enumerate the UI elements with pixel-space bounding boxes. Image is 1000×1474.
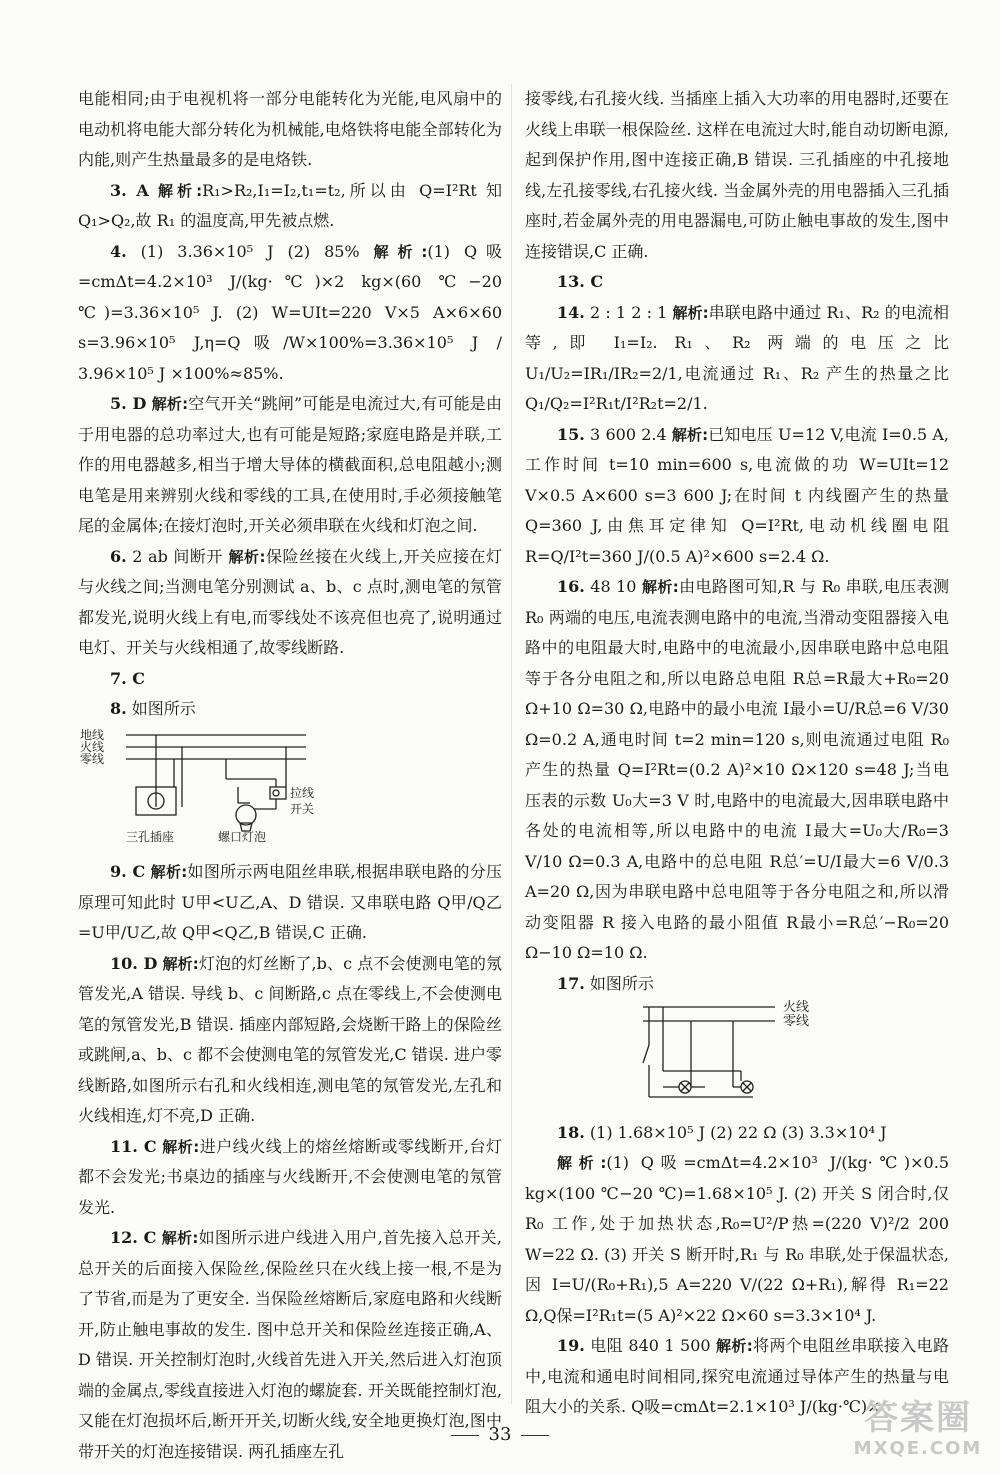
paragraph-text: 3 600 2.4	[584, 424, 672, 444]
label-neutral-line: 零线	[80, 751, 105, 766]
question-number: 19.	[557, 1336, 585, 1355]
paragraph-q18	[525, 1118, 949, 1149]
paragraph-text: (1) Q吸=cmΔt=4.2×10³ J/(kg·℃)×2 kg×(60 ℃−20 ℃)=3.36×10⁵ J. (2) W=UIt=220 V×5 A×6×60 s=3.96×10⁵ J,η=Q吸/W×100%=3.36×10⁵ J / 3.96×10⁵ J ×100%≈85%.	[78, 241, 503, 383]
paragraph-text: R₁>R₂,I₁=I₂,t₁=t₂,所以由 Q=I²Rt 知 Q₁>Q₂,故 R₁ 的温度高,甲先被点燃.	[78, 180, 503, 230]
paragraph-text: 接零线,右孔接火线. 当插座上插入大功率的用电器时,还要在火线上串联一根保险丝. 这样在电流过大时,能自动切断电源,起到保护作用,图中连接正确,B 错误. 三孔插座的中孔接地线,左孔接零线,右孔接火线. 当金属外壳的用电器插入三孔插座时,若金属外壳的用电器漏电,可防止触电事故的发生,图中连接错误,C 正确.	[525, 89, 949, 261]
paragraph-text: 如图所示两电阻丝串联,根据串联电路的分压原理可知此时 U甲<U乙,A、D 错误. 又串联电路 Q甲/Q乙=U甲/U乙,故 Q甲<Q乙,B 错误,C 正确.	[78, 862, 503, 942]
label-live-line-17: 火线	[783, 1000, 810, 1015]
watermark-url: MXQE.COM	[853, 1438, 983, 1459]
paragraph-q9	[78, 857, 502, 949]
analysis-label: 解析:	[151, 395, 189, 413]
paragraph-text: 如图所示	[126, 699, 196, 718]
paragraph-text: 将两个电阻丝串联接入电路中,电流和通电时间相同,探究电流通过导体产生的热量与电阻大小的关系. Q吸=cmΔt=2.1×10³ J/(kg·℃)×	[525, 1336, 949, 1416]
label-switch: 开关	[290, 801, 315, 816]
paragraph-q10	[78, 949, 502, 1132]
analysis-label: 解析:	[161, 1229, 199, 1247]
question-number: 18.	[557, 1122, 585, 1142]
question-number: 15.	[557, 424, 585, 444]
paragraph-text: 48 10	[584, 577, 642, 596]
left-column	[78, 84, 502, 1467]
watermark	[848, 1398, 988, 1468]
analysis-label: 解析:	[557, 1154, 607, 1172]
paragraph-text: 2 : 1 2 : 1	[584, 302, 673, 322]
analysis-label: 解析:	[162, 1137, 200, 1156]
paragraph-text: 电阻 840 1 500	[584, 1336, 717, 1355]
question-number: 14.	[557, 302, 585, 322]
paragraph-text	[149, 181, 158, 200]
question-number: 6.	[110, 546, 127, 566]
paragraph-q6	[78, 542, 502, 664]
question-number: 10. D	[110, 953, 158, 973]
page-number-dash-left	[451, 1435, 479, 1436]
left-paragraphs-after	[78, 857, 502, 1467]
analysis-label: 解析:	[671, 425, 709, 444]
paragraph-text: 2 ab 间断开	[126, 546, 229, 566]
question-number: 3. A	[110, 180, 149, 200]
paragraph-text: (1) 3.36×10⁵ J (2) 85%	[126, 241, 374, 261]
label-neutral-line-17: 零线	[783, 1014, 810, 1029]
paragraph-text: 已知电压 U=12 V,电流 I=0.5 A,工作时间 t=10 min=600 s,电流做的功 W=UIt=12 V×0.5 A×600 s=3 600 J;在时间 t 内线圈产生的热量 Q=360 J,由焦耳定律知 Q=I²Rt,电动机线圈电阻 R=Q/I²t=360 J/(0.5 A)²×600 s=2.4 Ω.	[525, 424, 949, 566]
paragraph-text: (1) 1.68×10⁵ J (2) 22 Ω (3) 3.3×10⁴ J	[584, 1122, 887, 1142]
paragraph-q4	[78, 237, 502, 390]
paragraph-q11	[78, 1132, 502, 1224]
analysis-label: 解析:	[716, 1337, 753, 1355]
analysis-label: 解析:	[228, 547, 266, 566]
paragraph-q17	[525, 969, 949, 1000]
question-number: 5. D	[110, 394, 147, 413]
paragraph-text: 串联电路中通过 R₁、R₂ 的电流相等,即 I₁=I₂. R₁、R₂ 两端的电压之比 U₁/U₂=IR₁/IR₂=2/1,电流通过 R₁、R₂ 产生的热量之比 Q₁/Q₂=I²R₁t/I²R₂t=2/1.	[525, 302, 949, 413]
paragraph-text: 保险丝接在火线上,开关应接在灯与火线之间;当测电笔分别测试 a、b、c 点时,测电笔的氖管都发光,说明火线上有电,而零线处不该亮但也亮了,说明通过电灯、开关与火线相通了,故零线断路.	[78, 546, 503, 657]
question-number: 16.	[557, 577, 585, 596]
question-number: 13. C	[557, 272, 604, 291]
right-paragraphs-after	[525, 1118, 949, 1423]
paragraph-p0	[78, 84, 502, 176]
paragraph-q8	[78, 694, 502, 725]
question-number: 9. C	[110, 862, 146, 881]
analysis-label: 解析:	[150, 863, 188, 881]
paragraph-q15	[525, 420, 949, 573]
paragraph-q7	[78, 664, 502, 695]
analysis-label: 解析:	[672, 303, 709, 322]
watermark-logo: 答案圈	[864, 1398, 972, 1438]
paragraph-text: 灯泡的灯丝断了,b、c 点不会使测电笔的氖管发光,A 错误. 导线 b、c 间断路,c 点在零线上,不会使测电笔的氖管发光,B 错误. 插座内部短路,会烧断干路上的保险丝或跳闸,a、b、c 都不会使测电笔的氖管发光,C 错误. 进户零线断路,如图所示右孔和火线相连,测电笔的氖管发光,左孔和火线相连,灯不亮,D 正确.	[78, 953, 503, 1125]
question-number: 17.	[557, 973, 585, 993]
label-ground-line: 地线	[80, 727, 105, 742]
analysis-label: 解析:	[641, 578, 679, 596]
paragraph-text: (1) Q吸=cmΔt=4.2×10³ J/(kg·℃)×0.5 kg×(100 ℃−20 ℃)=1.68×10⁵ J. (2) 开关 S 闭合时,仅 R₀ 工作,处于加热状态,R₀=U²/P热=(220 V)²/2 200 W=22 Ω. (3) 开关 S 断开时,R₁ 与 R₀ 串联,处于保温状态,因 I=U/(R₀+R₁),5 A=220 V/(22 Ω+R₁),解得 R₁=22 Ω,Q保=I²R₁t=(5 A)²×22 Ω×60 s=3.3×10⁴ J.	[525, 1153, 949, 1325]
paragraph-text: 由电路图可知,R 与 R₀ 串联,电压表测 R₀ 两端的电压,电流表测电路中的电流,当滑动变阻器接入电路中的电阻最大时,电路中的电流最小,因串联电路中总电阻等于各分电阻之和,所以电路总电阻 R总=R最大+R₀=20 Ω+10 Ω=30 Ω,电路中的最小电流 I最小=U/R总=6 V/30 Ω=0.2 A,通电时间 t=2 min=120 s,则电流通过电阻 R₀ 产生的热量 Q=I²Rt=(0.2 A)²×10 Ω×120 s=48 J;当电压表的示数 U₀大=3 V 时,电路中的电流最大,因串联电路中各处的电流相等,所以电路中的电流 I最大=U₀大/R₀=3 V/10 Ω=0.3 A,电路中的总电阻 R总′=U/I最大=6 V/0.3 A=20 Ω,因为串联电路中总电阻等于各分电阻之和,所以滑动变阻器 R 接入电路的最小阻值 R最小=R总′−R₀=20 Ω−10 Ω=10 Ω.	[525, 577, 949, 962]
label-screw-lamp: 螺口灯泡	[218, 829, 267, 844]
paragraph-q13	[525, 267, 949, 298]
question-number: 11. C	[110, 1136, 157, 1156]
label-three-hole-socket: 三孔插座	[126, 829, 175, 844]
column-divider	[511, 84, 512, 1404]
label-pull-cord: 拉线	[290, 785, 315, 800]
paragraph-text: 如图所示	[584, 973, 654, 993]
paragraph-text: 如图所示进户线进入用户,首先接入总开关,总开关的后面接入保险丝,保险丝只在火线上接一根,不是为了节省,而是为了更安全. 当保险丝熔断后,家庭电路和火线断开,防止触电事故的发生. 图中总开关和保险丝连接正确,A、D 错误. 开关控制灯泡时,火线首先进入开关,然后进入灯泡顶端的金属点,零线直接进入灯泡的螺旋套. 开关既能控制灯泡,又能在灯泡损坏后,断开开关,切断火线,安全地更换灯泡,图中带开关的灯泡连接错误. 两孔插座左孔	[78, 1228, 503, 1461]
analysis-label: 解析:	[373, 242, 428, 261]
paragraph-q16	[525, 572, 949, 969]
question-number: 7. C	[110, 668, 146, 688]
question-number: 4.	[110, 241, 127, 261]
page-number-dash-right	[521, 1435, 549, 1436]
left-paragraphs	[78, 84, 502, 725]
wiring-diagram-q17	[525, 1000, 810, 1105]
analysis-label: 解析:	[157, 181, 203, 200]
analysis-label: 解析:	[162, 954, 199, 973]
wiring-diagram-q8	[78, 727, 315, 845]
paragraph-text: 电能相同;由于电视机将一部分电能转化为光能,电风扇中的电动机将电能大部分转化为机械能,电烙铁将电能全部转化为内能,则产生热量最多的是电烙铁.	[78, 89, 502, 169]
paragraph-q14	[525, 298, 949, 420]
diagram-q17	[525, 1001, 949, 1116]
paragraph-text: 空气开关“跳闸”可能是电流过大,有可能是由于用电器的总功率过大,也有可能是短路;家庭电路是并联,工作的用电器越多,相当于增大导体的横截面积,总电阻越小;测电笔是用来辨别火线和零线的工具,在使用时,手必须接触笔尾的金属体;在接灯泡时,开关必须串联在火线和灯泡之间.	[78, 394, 503, 535]
paragraph-text: 进户线火线上的熔丝熔断或零线断开,台灯都不会发光;书桌边的插座与火线断开,不会使测电笔的氖管发光.	[78, 1136, 502, 1217]
paragraph-q12c	[525, 84, 949, 267]
right-column	[525, 84, 949, 1423]
diagram-q8	[78, 727, 502, 856]
right-paragraphs	[525, 84, 949, 999]
question-number: 12. C	[110, 1228, 157, 1247]
question-number: 8.	[110, 699, 127, 718]
label-live-line: 火线	[80, 739, 105, 754]
paragraph-q3	[78, 176, 502, 237]
page-number-text: 33	[488, 1424, 512, 1445]
paragraph-q5	[78, 389, 502, 542]
paragraph-q18a	[525, 1148, 949, 1331]
